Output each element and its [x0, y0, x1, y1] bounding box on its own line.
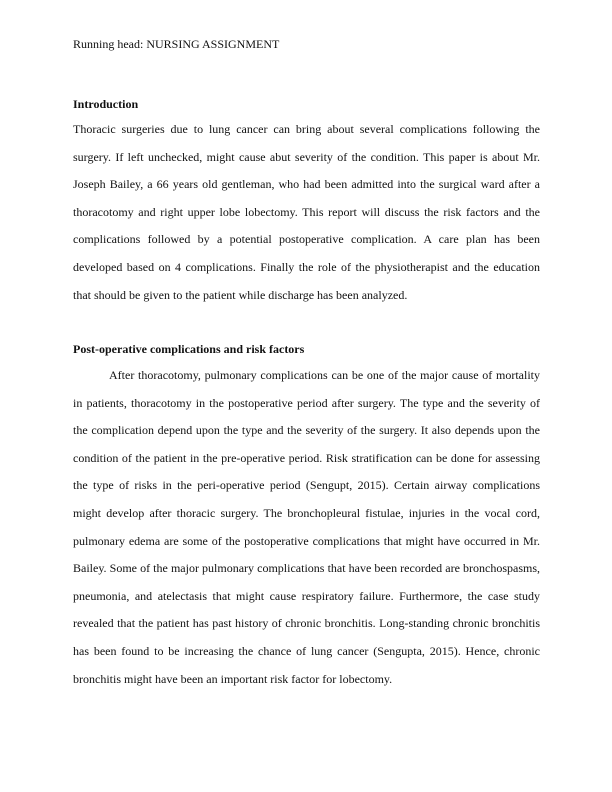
section-heading-post-operative: Post-operative complications and risk factors: [73, 342, 305, 356]
paragraph-post-operative: After thoracotomy, pulmonary complications can be one of the major cause of mortality in patients, thoracotomy in the postoperative period after surgery. The type and the severity of the complication depend upon the type and the severity of the surgery. It also depends upon the condition of the patient in the pre-operative period. Risk stratification can be done for assessing the type of risks in the peri-operative period (Sengupt, 2015). Certain airway complications might develop after thoracic surgery. The bronchopleural fistulae, injuries in the vocal cord, pulmonary edema are some of the postoperative complications that might have occurred in Mr. Bailey. Some of the major pulmonary complications that have been recorded are bronchospasms, pneumonia, and atelectasis that might cause respiratory failure. Furthermore, the case study revealed that the patient has past history of chronic bronchitis. Long-standing chronic bronchitis has been found to be increasing the chance of lung cancer (Sengupta, 2015). Hence, chronic bronchitis might have been an important risk factor for lobectomy.: [73, 368, 540, 686]
section-heading-introduction: Introduction: [73, 97, 139, 111]
paragraph-introduction: Thoracic surgeries due to lung cancer can bring about several complications following the surgery. If left unchecked, might cause abut severity of the condition. This paper is about Mr. Joseph Bailey, a 66 years old gentleman, who had been admitted into the surgical ward after a thoracotomy and right upper lobe lobectomy. This report will discuss the risk factors and the complications followed by a potential postoperative complication. A care plan has been developed based on 4 complications. Finally the role of the physiotherapist and the education that should be given to the patient while discharge has been analyzed.: [73, 122, 540, 302]
running-head: Running head: NURSING ASSIGNMENT: [73, 37, 280, 51]
